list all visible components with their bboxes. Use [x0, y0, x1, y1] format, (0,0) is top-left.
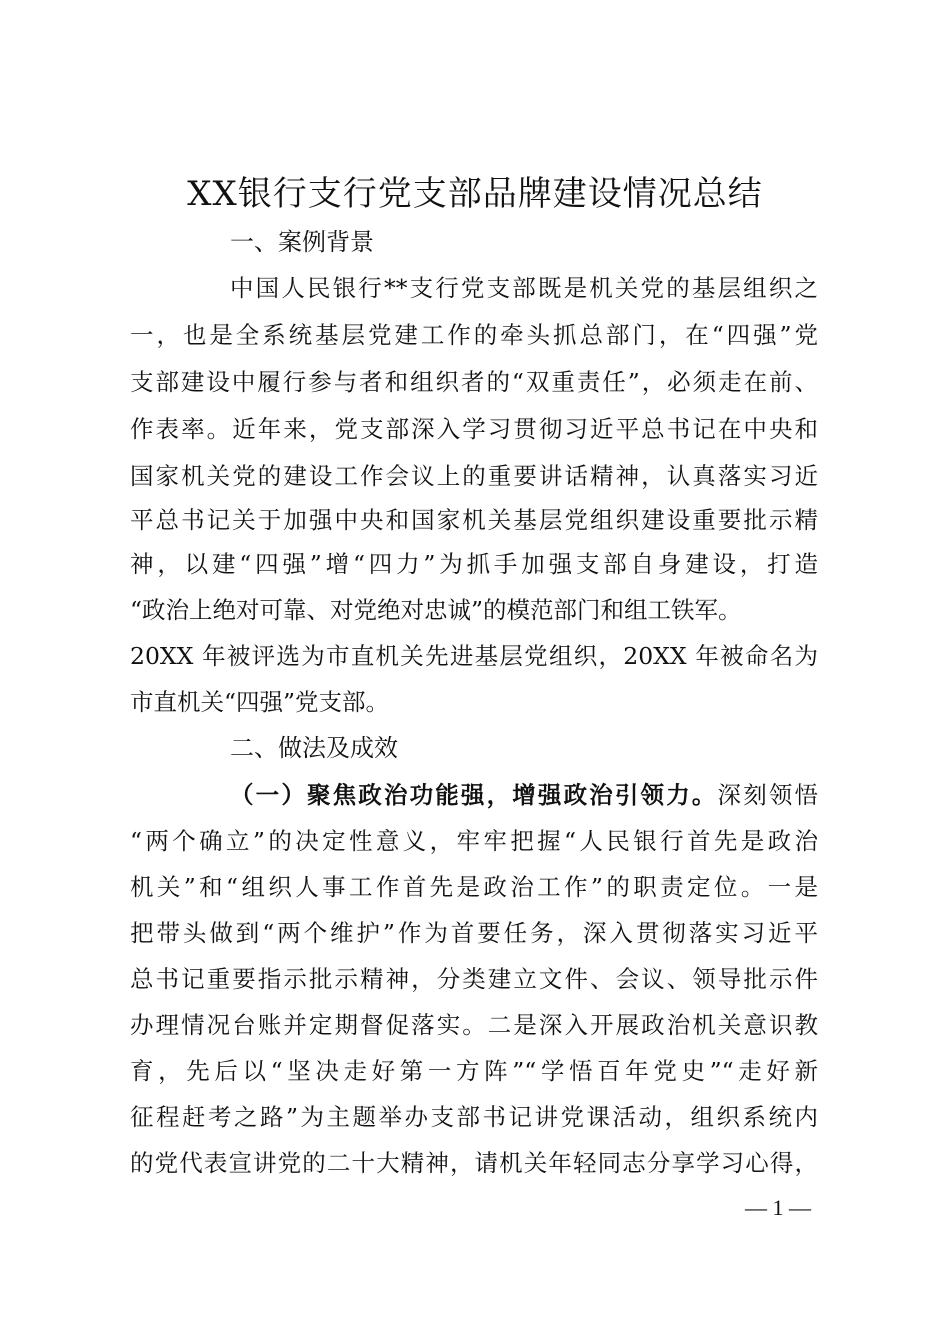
- paragraph-line: [230, 775, 818, 815]
- section-heading-methods: 二、做法及成效: [230, 734, 398, 762]
- paragraph-line: 把带头做到“两个维护”作为首要任务，深入贯彻落实习近平: [130, 919, 818, 947]
- page-number: — 1 —: [745, 1195, 811, 1220]
- paragraph-line: 一，也是全系统基层党建工作的牵头抓总部门，在“四强”党: [130, 321, 818, 349]
- paragraph-line: 中国人民银行**支行党支部既是机关党的基层组织之: [230, 274, 818, 302]
- paragraph-line: 征程赶考之路”为主题举办支部书记讲党课活动，组织系统内: [130, 1103, 818, 1131]
- paragraph-line: 育，先后以“坚决走好第一方阵”“学悟百年党史”“走好新: [130, 1057, 818, 1085]
- paragraph-line: “政治上绝对可靠、对党绝对忠诚”的模范部门和组工铁军。: [130, 596, 742, 624]
- paragraph-line: 机关”和“组织人事工作首先是政治工作”的职责定位。一是: [130, 873, 818, 901]
- paragraph-line: 20XX 年被评选为市直机关先进基层党组织，20XX 年被命名为: [130, 642, 818, 670]
- paragraph-line: 神，以建“四强”增“四力”为抓手加强支部自身建设，打造: [130, 550, 818, 578]
- paragraph-line: 作表率。近年来，党支部深入学习贯彻习近平总书记在中央和: [130, 415, 818, 443]
- paragraph-line-rest: 深刻领悟: [717, 781, 818, 809]
- paragraph-line: 的党代表宣讲党的二十大精神，请机关年轻同志分享学习心得，: [130, 1149, 818, 1177]
- paragraph-line: 办理情况台账并定期督促落实。二是深入开展政治机关意识教: [130, 1011, 818, 1039]
- paragraph-line: 平总书记关于加强中央和国家机关基层党组织建设重要批示精: [130, 506, 818, 534]
- paragraph-line: 支部建设中履行参与者和组织者的“双重责任”，必须走在前、: [130, 368, 818, 396]
- section-heading-background: 一、案例背景: [230, 228, 374, 256]
- document-title: XX银行支行党支部品牌建设情况总结: [187, 174, 763, 214]
- paragraph-line: 市直机关“四强”党支部。: [130, 688, 390, 716]
- subsection-title: （一）聚焦政治功能强，增强政治引领力。: [230, 781, 718, 809]
- paragraph-line: 国家机关党的建设工作会议上的重要讲话精神，认真落实习近: [130, 462, 818, 490]
- paragraph-line: “两个确立”的决定性意义，牢牢把握“人民银行首先是政治: [130, 827, 818, 855]
- paragraph-line: 总书记重要指示批示精神，分类建立文件、会议、领导批示件: [130, 965, 818, 993]
